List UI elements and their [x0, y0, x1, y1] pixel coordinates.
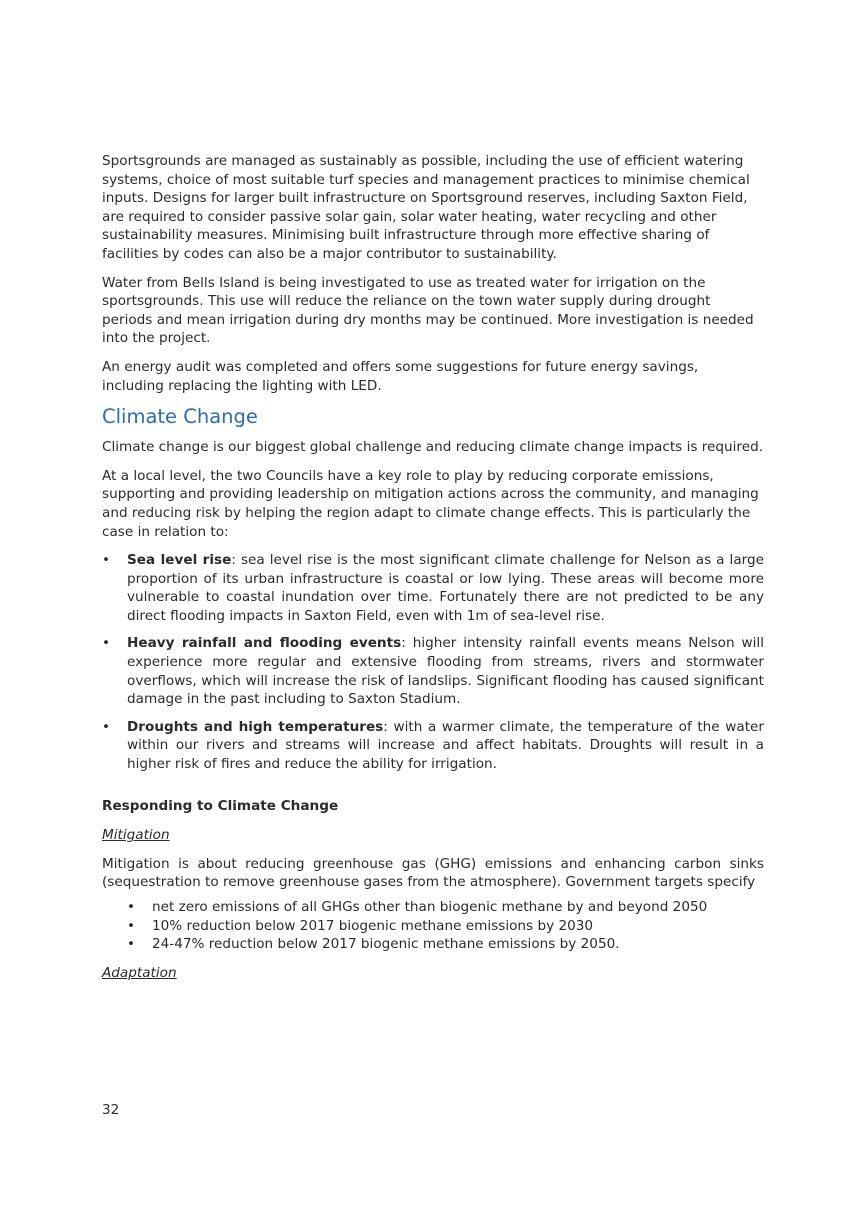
list-item-term: Droughts and high temperatures [127, 718, 384, 735]
bullet-icon: • [102, 635, 111, 652]
list-item [102, 898, 764, 917]
list-item [102, 718, 764, 774]
list-item-text: : sea level rise is the most significant climate challenge for Nelson as a large proportion of its urban infrastructure is coastal or low lying. These areas will become more vulnerable to coastal inundation over time. Fortunately there are not predicted to be any direct flooding impacts in Saxton Field, even with 1m of sea-level rise. [127, 552, 764, 624]
list-item [102, 935, 764, 954]
list-item-text: : with a warmer climate, the temperature of the water within our rivers and streams will increase and affect habitats. Droughts will result in a higher risk of fires and reduce the ability for irrigation. [127, 718, 764, 773]
page-number: 32 [102, 1102, 120, 1118]
list-item-text: net zero emissions of all GHGs other than biogenic methane by and beyond 2050 [152, 899, 708, 915]
section-heading-climate-change: Climate Change [102, 405, 258, 429]
subheading-responding: Responding to Climate Change [102, 797, 339, 814]
list-item [102, 917, 764, 936]
list-item-text: 10% reduction below 2017 biogenic methane emissions by 2030 [152, 917, 594, 934]
list-item-text: : higher intensity rainfall events means Nelson will experience more regular and extensive flooding from streams, rivers and stormwater overflows, which will increase the risk of landslips. Significant flooding has caused significant damage in the past including to Saxton Stadium. [127, 635, 764, 708]
climate-paragraph: At a local level, the two Councils have a key role to play by reducing corporate emissions, supporting and providing leadership on mitigation actions across the community, and managing and reducing risk by helping the region adapt to climate change effects. This is particularly the case in relation to: [102, 467, 759, 540]
list-item-text: 24-47% reduction below 2017 biogenic methane emissions by 2050. [152, 936, 620, 953]
list-item-term: Heavy rainfall and flooding events [127, 635, 402, 652]
mitigation-targets-list [102, 898, 764, 954]
list-item [102, 634, 764, 708]
mitigation-paragraph: Mitigation is about reducing greenhouse gas (GHG) emissions and enhancing carbon sinks (sequestration to remove greenhouse gases from the atmosphere). Government targets specify [102, 855, 764, 891]
bullet-icon: • [102, 718, 111, 735]
subheading-adaptation: Adaptation [102, 964, 177, 981]
intro-paragraph: An energy audit was completed and offers some suggestions for future energy savings, including replacing the lighting with LED. [102, 358, 699, 394]
intro-paragraph: Sportsgrounds are managed as sustainably as possible, including the use of efficient watering systems, choice of most suitable turf species and management practices to minimise chemical inputs. Designs for larger built infrastructure on Sportsground reserves, including Saxton Field, are required to consider passive solar gain, solar water heating, water recycling and other sustainability measures. Minimising built infrastructure through more effective sharing of facilities by codes can also be a major contributor to sustainability. [102, 153, 750, 262]
list-item [102, 551, 764, 625]
bullet-icon: • [127, 899, 136, 915]
list-item-term: Sea level rise [127, 552, 232, 569]
document-body [102, 152, 764, 992]
bullet-icon: • [127, 936, 136, 953]
subheading-mitigation: Mitigation [102, 827, 170, 844]
bullet-icon: • [102, 552, 111, 569]
climate-effects-list [102, 551, 764, 774]
climate-paragraph: Climate change is our biggest global challenge and reducing climate change impacts is required. [102, 439, 764, 456]
bullet-icon: • [127, 917, 136, 934]
intro-paragraph: Water from Bells Island is being investigated to use as treated water for irrigation on the sportsgrounds. This use will reduce the reliance on the town water supply during drought periods and mean irrigation during dry months may be continued. More investigation is needed into the project. [102, 274, 754, 347]
